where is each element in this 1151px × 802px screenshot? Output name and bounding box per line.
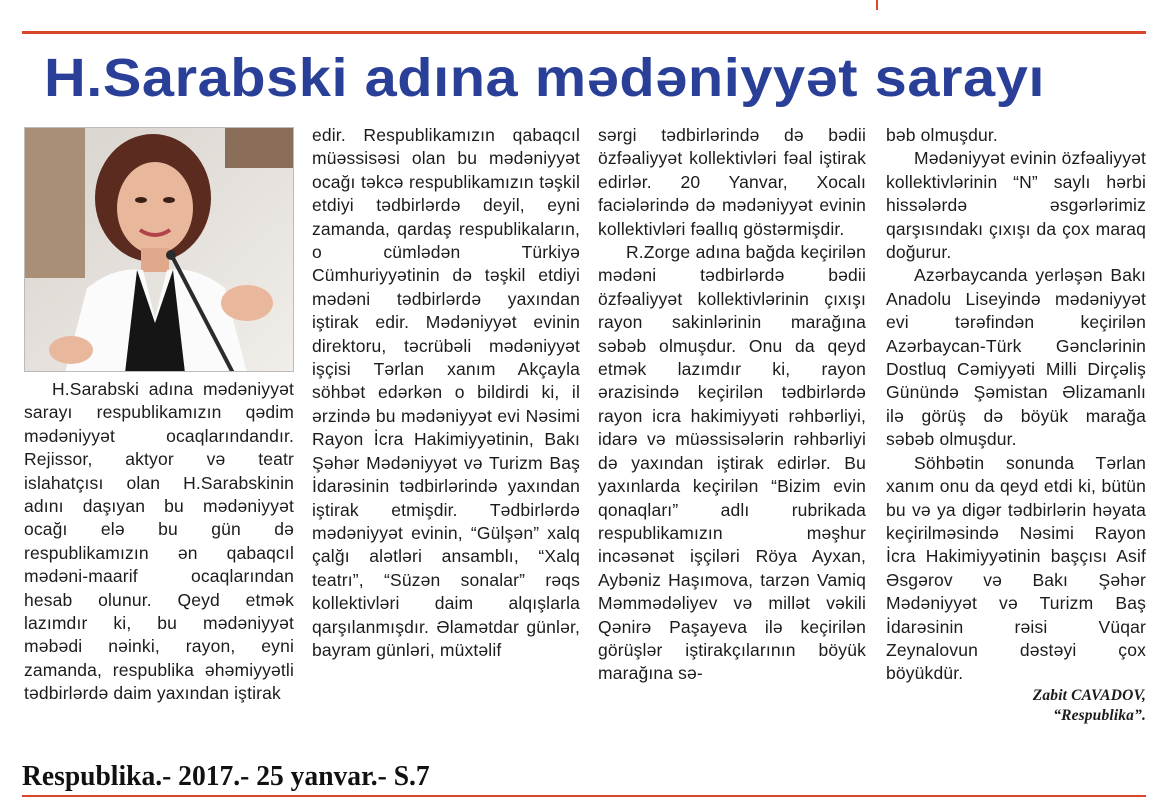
text-column-4	[886, 124, 1146, 726]
paragraph: Azərbaycanda yerləşən Bakı Anadolu Liseyində mədəniyyət evi tərəfindən keçirilən Azərbaycan-Türk Gənclərinin Dostluq Cəmiyyəti Milli Dirçəliş Günündə Şəmistan Əlizamanlı ilə görüş də böyük marağa səbəb olmuşdur.	[886, 265, 1146, 450]
top-edge-tick	[876, 0, 878, 10]
author-signature	[886, 686, 1146, 726]
paragraph: Mədəniyyət evinin özfəaliyyət kollektivlərinin “N” saylı hərbi hissələrdə əsgərlərimiz qarşısındakı çıxışı da çox maraq doğurur.	[886, 148, 1146, 263]
header-rule	[22, 31, 1146, 34]
paragraph: Söhbətin sonunda Tərlan xanım onu da qeyd etdi ki, bütün bu və ya digər tədbirlərin həyata keçirilməsində Nəsimi Rayon İcra Hakimiyyətinin başçısı Asif Əsgərov və Bakı Şəhər Mədəniyyət və Turizm Baş İdarəsinin rəisi Vüqar Zeynalovun dəstəyi çox böyükdür.	[886, 452, 1146, 684]
footer-rule	[22, 795, 1146, 797]
text-column-2	[312, 124, 580, 662]
article-photo	[24, 127, 294, 372]
paragraph: H.Sarabski adına mədəniyyət sarayı respublikamızın qədim mədəniyyət ocaqlarındandır. Rejissor, aktyor və teatr islahatçısı olan H.Sarabskinin adını daşıyan bu mədəniyyət ocağı elə bu gün də respublikamızın ən qabaqcıl mədəni-maarif ocaqlarından hesab olunur. Qeyd etmək lazımdır ki, bu mədəniyyət məbədi nəinki, rayon, eyni zamanda, respublika əhəmiyyətli tədbirlərdə daim yaxından iştirak	[24, 379, 294, 704]
author-source: “Respublika”.	[1053, 706, 1146, 724]
text-column-1	[24, 378, 294, 706]
paragraph: R.Zorge adına bağda keçirilən mədəni tədbirlərdə bədii özfəaliyyət kollektivlərinin çıxışı rayon sakinlərinin marağına səbəb olmuşdur. Onu da qeyd etmək lazımdır ki, rayon ərazisində keçirilən tədbirlərdə rayon icra hakimiyyəti rəhbərliyi, idarə və müəssisələrin rəhbərliyi də yaxından iştirak edirlər. Bu yaxınlarda keçirilən “Bizim evin qonaqları” adlı rubrikada respublikamızın məşhur incəsənət işçiləri Röya Ayxan, Aybəniz Haşımova, tarzən Vamiq Məmmədəliyev və millət vəkili Qənirə Paşayeva ilə keçirilən görüşlər iştirakçılarının böyük marağına sə-	[598, 242, 866, 684]
article-headline: H.Sarabski adına mədəniyyət sarayı	[44, 48, 1045, 108]
author-name: Zabit CAVADOV,	[1032, 686, 1146, 704]
paragraph: sərgi tədbirlərində də bədii özfəaliyyət kollektivləri fəal iştirak edirlər. 20 Yanvar, Xocalı faciələrində də mədəniyyət evinin kollektivləri fəallıq göstərmişdir.	[598, 125, 866, 239]
woman-speaking-photo	[25, 128, 294, 372]
paragraph: bəb olmuşdur.	[886, 125, 998, 145]
text-column-3	[598, 124, 866, 686]
paragraph: edir. Respublikamızın qabaqcıl müəssisəsi olan bu mədəniyyət ocağı təkcə respublikamızın təşkil etdiyi tədbirlərdə deyil, eyni zamanda, qardaş respublikaların, o cümlədən Türkiyə Cümhuriyyətinin də təşkil etdiyi mədəni tədbirlərdə yaxından iştirak edir. Mədəniyyət evinin direktoru, təcrübəli mədəniyyət işçisi Tərlan xanım Akçayla söhbət edərkən o bildirdi ki, il ərzində bu mədəniyyət evi Nəsimi Rayon İcra Hakimiyyətinin, Bakı Şəhər Mədəniyyət və Turizm Baş İdarəsinin tədbirlərində yaxından iştirak etmişdir. Tədbirlərdə mədəniyyət evinin, “Gülşən” xalq çalğı alətləri ansamblı, “Xalq teatrı”, “Süzən sonalar” rəqs kollektivləri daim alqışlarla qarşılanmışdır. Əlamətdar günlər, bayram günləri, müxtəlif	[312, 125, 580, 660]
source-citation: Respublika.- 2017.- 25 yanvar.- S.7	[22, 760, 430, 792]
